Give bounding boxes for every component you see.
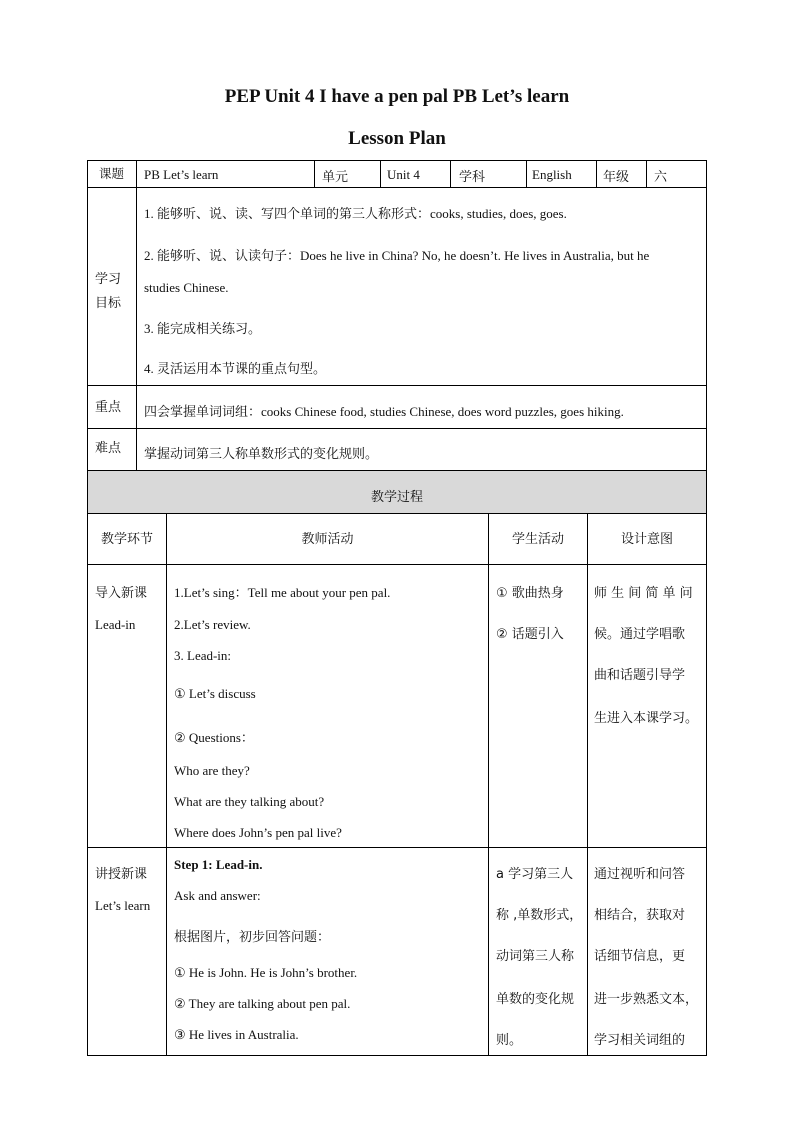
- teacher-step-heading: Step 1: Lead-in.: [174, 857, 263, 872]
- student-activity: 则。: [496, 1033, 523, 1048]
- stage-name-en: Let’s learn: [95, 898, 151, 913]
- teacher-activity: ② They are talking about pen pal.: [174, 996, 351, 1011]
- key-points-label: 重点: [95, 400, 122, 415]
- teacher-activity: 2.Let’s review.: [174, 617, 251, 632]
- process-header: 教学过程: [370, 490, 423, 505]
- teacher-activity: Who are they?: [174, 763, 250, 778]
- grade-value: 六: [654, 170, 668, 185]
- topic-label: 课题: [98, 166, 124, 181]
- unit-label: 单元: [322, 170, 349, 185]
- column-header-intent: 设计意图: [620, 532, 673, 547]
- design-intent: 学习相关词组的: [594, 1033, 686, 1048]
- objective-item: 1. 能够听、说、读、写四个单词的第三人称形式：cooks, studies, does, goes.: [144, 206, 567, 221]
- teacher-activity: ① He is John. He is John’s brother.: [174, 965, 358, 980]
- design-intent: 话细节信息，更: [594, 949, 686, 964]
- document-title: PEP Unit 4 I have a pen pal PB Let’s learn: [224, 86, 570, 107]
- student-activity: 称 ,单数形式，: [496, 908, 583, 923]
- teacher-activity: ① Let’s discuss: [174, 686, 256, 701]
- teacher-activity: 1.Let’s sing：Tell me about your pen pal.: [174, 585, 391, 600]
- design-intent: 曲和话题引导学: [594, 668, 686, 683]
- teacher-activity: What are they talking about?: [174, 794, 325, 809]
- student-activity: 动词第三人称: [496, 949, 575, 964]
- subject-label: 学科: [459, 170, 486, 185]
- teacher-activity: ② Questions：: [174, 730, 254, 745]
- column-header-student: 学生活动: [511, 532, 564, 547]
- teacher-activity: Where does John’s pen pal live?: [174, 825, 342, 840]
- design-intent: 相结合，获取对: [594, 908, 686, 923]
- design-intent: 师 生 间 简 单 问: [594, 586, 693, 601]
- objectives-label-line2: 目标: [95, 296, 122, 311]
- design-intent: 生进入本课学习。: [594, 711, 699, 726]
- student-activity: ① 歌曲热身: [496, 586, 564, 601]
- design-intent: 候。通过学唱歌: [594, 627, 686, 642]
- teacher-activity: 根据图片，初步回答问题：: [174, 930, 331, 945]
- objective-item: 2. 能够听、说、认读句子：Does he live in China? No, he doesn’t. He lives in Australia, but he: [144, 248, 650, 263]
- stage-name: 导入新课: [95, 586, 148, 601]
- stage-name-en: Lead-in: [95, 617, 136, 632]
- difficulties-label: 难点: [95, 441, 122, 456]
- column-header-teacher: 教师活动: [301, 532, 354, 547]
- unit-value: Unit 4: [387, 167, 420, 182]
- objective-item: 4. 灵活运用本节课的重点句型。: [144, 361, 327, 376]
- key-points-text: 四会掌握单词词组：cooks Chinese food, studies Chinese, does word puzzles, goes hiking.: [144, 404, 624, 419]
- teacher-activity: Ask and answer:: [174, 888, 261, 903]
- student-activity: 单数的变化规: [496, 992, 575, 1007]
- teacher-activity: 3. Lead-in:: [174, 648, 232, 663]
- topic-value: PB Let’s learn: [144, 167, 219, 182]
- teacher-activity: ③ He lives in Australia.: [174, 1027, 299, 1042]
- student-activity: ② 话题引入: [496, 627, 564, 642]
- objective-item: 3. 能完成相关练习。: [144, 321, 262, 336]
- document-subtitle: Lesson Plan: [348, 128, 446, 149]
- column-header-stage: 教学环节: [100, 532, 153, 547]
- subject-value: English: [532, 167, 572, 182]
- difficulties-text: 掌握动词第三人称单数形式的变化规则。: [144, 447, 379, 462]
- student-activity: a 学习第三人: [496, 867, 574, 882]
- design-intent: 通过视听和问答: [594, 867, 686, 882]
- stage-name: 讲授新课: [95, 867, 148, 882]
- objective-item: studies Chinese.: [144, 280, 229, 295]
- grade-label: 年级: [603, 170, 630, 185]
- design-intent: 进一步熟悉文本，: [594, 992, 699, 1007]
- objectives-label-line1: 学习: [95, 272, 122, 287]
